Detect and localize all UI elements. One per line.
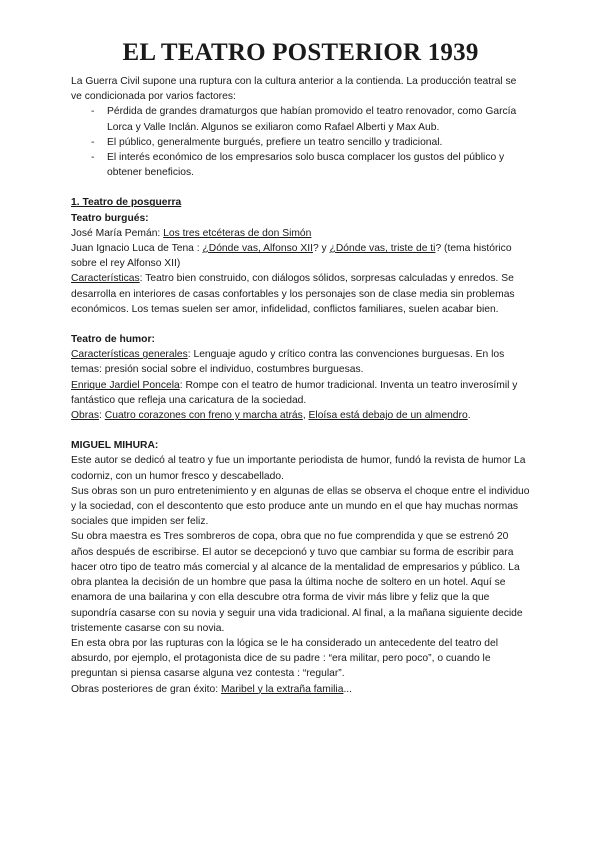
- mihura-paragraph-1: Este autor se dedicó al teatro y fue un importante periodista de humor, fundó la revista de humor La codorniz, con un humor fresco y descabellado.: [71, 455, 526, 482]
- subheading-teatro-burgues: Teatro burgués:: [71, 212, 149, 224]
- work-title: Los tres etcéteras de don Simón: [163, 227, 312, 239]
- bullet-dash: -: [91, 152, 95, 164]
- intro-paragraph: La Guerra Civil supone una ruptura con la cultura anterior a la contienda. La producción teatral se ve condicionada por varios factores:: [71, 76, 517, 103]
- mihura-paragraph-4: En esta obra por las rupturas con la lógica se le ha considerado un antecedente del teatro del absurdo, por ejemplo, el protagonista dice de su padre : “era militar, pero poco”, o cuando le preguntan si piensa casarse alguna vez contesta : “regular”.: [71, 637, 499, 680]
- mihura-paragraph-2: Sus obras son un puro entretenimiento y en algunas de ellas se observa el choque entre el individuo y la sociedad, con el descontento que esto produce ante un mundo en el que hay muchas normas sociales que impiden ser feliz.: [71, 485, 530, 528]
- document-title: EL TEATRO POSTERIOR 1939: [122, 39, 479, 66]
- burgues-luca-de-tena-line: Juan Ignacio Luca de Tena : ¿Dónde vas, Alfonso XII? y ¿Dónde vas, triste de ti? (tema histórico sobre el rey Alfonso XII): [71, 243, 512, 270]
- humor-works: Obras: Cuatro corazones con freno y marcha atrás, Eloísa está debajo de un almendro.: [71, 410, 471, 422]
- factors-list: [71, 104, 530, 180]
- bullet-dash: -: [91, 136, 95, 148]
- bullet-dash: -: [91, 106, 95, 118]
- burgues-features: Características: Teatro bien construido, con diálogos sólidos, sorpresas calculadas y enredos. Se desarrolla en interiores de casas confortables y los personajes son de clase media sin problemas económicos. Los temas suelen ser amor, infidelidad, conflictos familiares, suelen acabar bien.: [71, 273, 515, 315]
- mihura-paragraph-5: Obras posteriores de gran éxito: Maribel y la extraña familia...: [71, 683, 353, 695]
- humor-features: Características generales: Lenguaje agudo y crítico contra las convenciones burguesas. En los temas: presión social sobre el individuo, costumbres burguesas.: [71, 349, 505, 376]
- list-item: - El interés económico de los empresarios solo busca complacer los gustos del público y obtener beneficios.: [91, 152, 505, 179]
- work-title: Cuatro corazones con freno y marcha atrás: [104, 410, 303, 422]
- list-item: - El público, generalmente burgués, prefiere un teatro sencillo y tradicional.: [71, 135, 530, 150]
- work-title: Eloísa está debajo de un almendro: [308, 410, 468, 422]
- humor-jardiel-poncela: Enrique Jardiel Poncela: Rompe con el teatro de humor tradicional. Inventa un teatro inverosímil y fantástico que refleja una caricatura de la sociedad.: [71, 379, 518, 406]
- work-title: ¿Dónde vas, triste de ti: [329, 243, 436, 255]
- work-title: ¿Dónde vas, Alfonso XII: [202, 243, 313, 255]
- section-heading-posguerra: 1. Teatro de posguerra: [71, 197, 182, 209]
- subheading-teatro-humor: Teatro de humor:: [71, 334, 155, 346]
- mihura-paragraph-3: Su obra maestra es Tres sombreros de copa, obra que no fue comprendida y que se estrenó 20 años después de escribirse. El autor se decepcionó y tuvo que cambiar su forma de escribir para hacer otro tipo de teatro más comercial y al alcance de la mentalidad de empresarios y público. La obra plantea la decisión de un hombre que pasa la última noche de soltero en un hotel. Aquí se enamora de una bailarina y con ella descubre otra forma de vivir más libre y feliz que la que supondría casarse con su novia y seguir una vida tradicional. Al final, a la mañana siguiente decide tristemente casarse con su novia.: [71, 531, 523, 634]
- list-item: - Pérdida de grandes dramaturgos que habían promovido el teatro renovador, como García Lorca y Valle Inclán. Algunos se exiliaron como Rafael Alberti y Max Aub.: [91, 106, 517, 133]
- work-title: Maribel y la extraña familia: [220, 683, 344, 695]
- subheading-miguel-mihura: MIGUEL MIHURA:: [71, 440, 159, 452]
- burgues-pemán-line: José María Pemán: Los tres etcéteras de don Simón: [71, 227, 312, 239]
